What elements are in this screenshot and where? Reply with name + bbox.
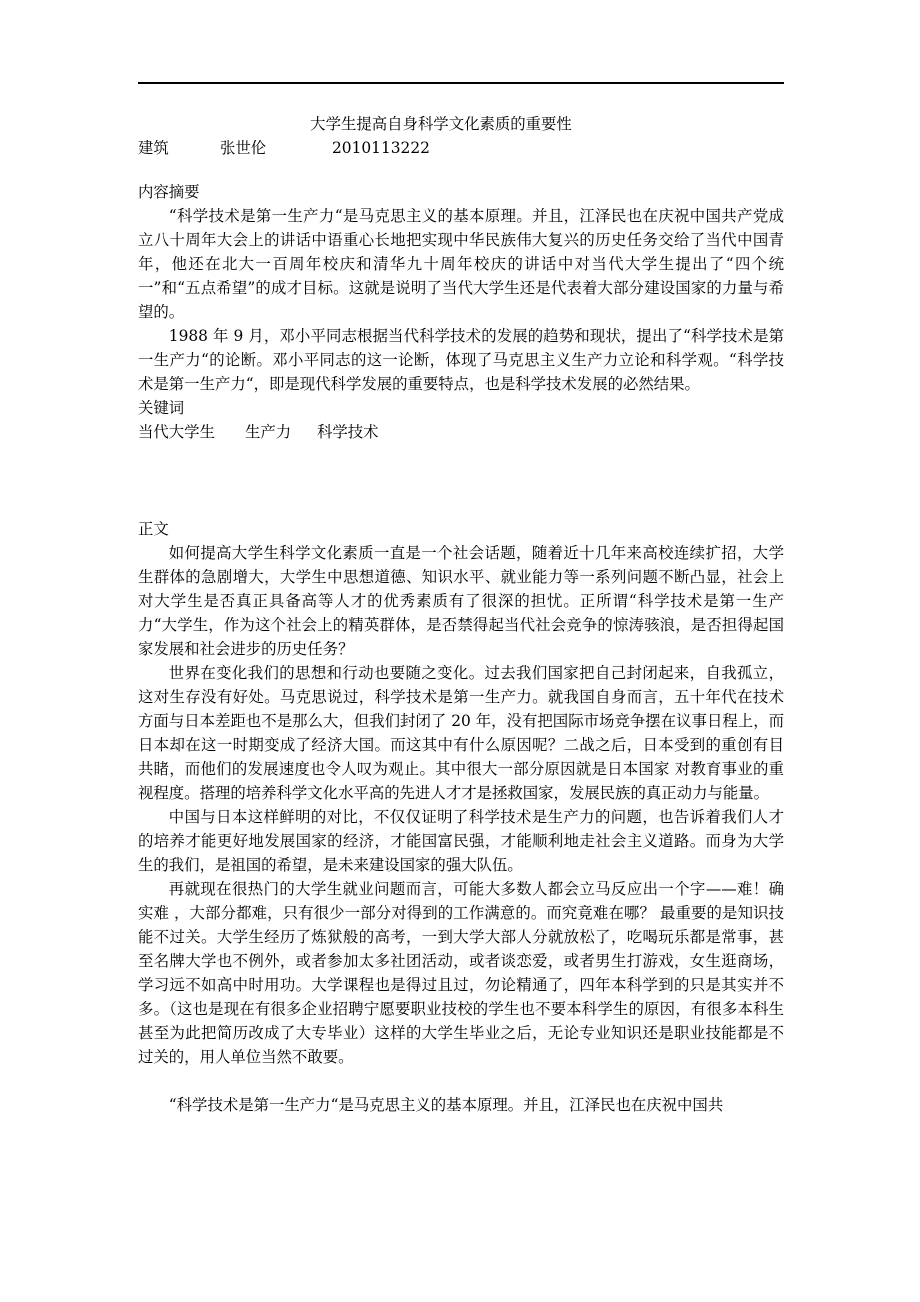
student-id: 2010113222 <box>332 139 430 157</box>
abstract-paragraph-2: 1988 年 9 月，邓小平同志根据当代科学技术的发展的趋势和现状，提出了“科学技术是第一生产力“的论断。邓小平同志的这一论断，体现了马克思主义生产力立论和科学观。“科学技术是第一生产力“，即是现代科学发展的重要特点，也是科学技术发展的必然结果。 <box>138 327 784 393</box>
body-paragraph-3: 中国与日本这样鲜明的对比，不仅仅证明了科学技术是生产力的问题，也告诉着我们人才的培养才能更好地发展国家的经济，才能国富民强，才能顺利地走社会主义道路。而身为大学生的我们，是祖国的希望，是未来建设国家的强大队伍。 <box>138 808 784 874</box>
body-label: 正文 <box>138 520 169 538</box>
document-body <box>138 112 784 1117</box>
document-title: 大学生提高自身科学文化素质的重要性 <box>310 115 572 133</box>
author-name: 张世伦 <box>220 139 267 157</box>
body-paragraph-1: 如何提高大学生科学文化素质一直是一个社会话题，随着近十几年来高校连续扩招，大学生群体的急剧增大，大学生中思想道德、知识水平、就业能力等一系列问题不断凸显，社会上对大学生是否真正具备高等人才的优秀素质有了很深的担忧。正所谓“科学技术是第一生产力“大学生，作为这个社会上的精英群体，是否禁得起当代社会竞争的惊涛骇浪，是否担得起国家发展和社会进步的历史任务？ <box>138 544 784 658</box>
keywords-list <box>138 420 784 444</box>
keyword-item: 当代大学生 <box>138 423 215 441</box>
abstract-label: 内容摘要 <box>138 183 200 201</box>
keyword-item: 科学技术 <box>317 423 379 441</box>
header-rule <box>138 82 784 84</box>
body-paragraph-4: 再就现在很热门的大学生就业问题而言，可能大多数人都会立马反应出一个字——难！确实难 ，大部分都难，只有很少一部分对得到的工作满意的。而究竟难在哪？ 最重要的是知识技能不过关。大学生经历了炼狱般的高考，一到大学大部人分就放松了，吃喝玩乐都是常事，甚至名牌大学也不例外，或者参加太多社团活动，或者谈恋爱，或者男生打游戏，女生逛商场，学习远不如高中时用功。大学课程也是得过且过，勿论精通了，四年本科学到的只是其实并不多。（这也是现在有很多企业招聘宁愿要职业技校的学生也不要本科学生的原因，有很多本科生甚至为此把简历改成了大专毕业）这样的大学生毕业之后，无论专业知识还是职业技能都是不过关的，用人单位当然不敢要。 <box>138 880 784 1066</box>
spacer <box>138 1069 784 1093</box>
keyword-item: 生产力 <box>245 423 292 441</box>
author-major: 建筑 <box>138 139 169 157</box>
spacer <box>138 444 784 517</box>
keywords-label: 关键词 <box>138 399 185 417</box>
body-paragraph-2: 世界在变化我们的思想和行动也要随之变化。过去我们国家把自己封闭起来，自我孤立，这对生存没有好处。马克思说过，科学技术是第一生产力。就我国自身而言，五十年代在技术方面与日本差距也不是那么大，但我们封闭了 20 年，没有把国际市场竞争摆在议事日程上，而日本却在这一时期变成了经济大国。而这其中有什么原因呢？二战之后，日本受到的重创有目共睹，而他们的发展速度也令人叹为观止。其中很大一部分原因就是日本国家 对教育事业的重视程度。搭理的培养科学文化水平高的先进人才才是拯救国家，发展民族的真正动力与能量。 <box>138 664 784 802</box>
abstract-paragraph-1: “科学技术是第一生产力“是马克思主义的基本原理。并且，江泽民也在庆祝中国共产党成立八十周年大会上的讲话中语重心长地把实现中华民族伟大复兴的历史任务交给了当代中国青年，他还在北大一百周年校庆和清华九十周年校庆的讲话中对当代大学生提出了“四个统一”和“五点希望”的成才目标。这就是说明了当代大学生还是代表着大部分建设国家的力量与希望的。 <box>138 207 784 321</box>
spacer <box>138 160 784 180</box>
author-info <box>138 136 784 160</box>
body-paragraph-5: “科学技术是第一生产力“是马克思主义的基本原理。并且，江泽民也在庆祝中国共 <box>168 1096 724 1114</box>
